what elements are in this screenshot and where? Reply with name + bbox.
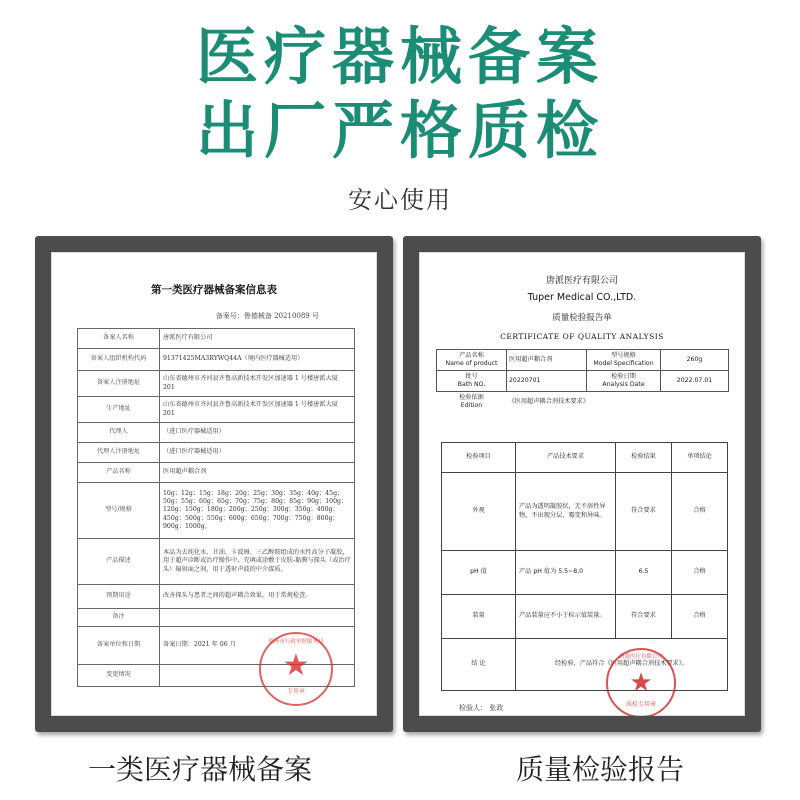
record-row-label: 备案单位和日期 <box>78 627 160 665</box>
record-row-label: 生产地址 <box>78 397 160 423</box>
record-row-value: 备案日期：2021 年 06 月 <box>160 627 355 665</box>
record-row-label: 代理人注册地址 <box>78 443 160 463</box>
inspection-cell-conclusion: 合格 <box>672 473 728 551</box>
inspection-header-row <box>442 443 728 473</box>
inspection-header-cell: 单项结论 <box>672 443 728 473</box>
record-row <box>78 371 355 397</box>
record-row-label: 代理人 <box>78 423 160 443</box>
product-info-table <box>436 349 729 412</box>
inspection-cell-requirement: 产品装量应不小于标示值装量。 <box>516 595 616 639</box>
company-name-cn: 唐派医疗有限公司 <box>545 276 618 286</box>
inspection-cell-conclusion: 合格 <box>672 551 728 595</box>
conclusion-row <box>442 639 728 691</box>
inspection-cell-item: 装量 <box>442 595 516 639</box>
record-row-label: 预期用途 <box>78 585 160 609</box>
record-row <box>78 463 355 483</box>
basis-label: 检验依据 Edition <box>459 394 484 410</box>
record-row-label: 变更情况 <box>78 665 160 687</box>
record-row <box>78 609 355 627</box>
approval-stamp-text: 德州市行政审批服务局 <box>268 639 324 645</box>
inspection-header-cell: 检验结果 <box>616 443 672 473</box>
record-form-paper <box>51 252 377 716</box>
headline-line2: 出厂严格质检 <box>195 94 604 167</box>
conclusion-label: 结 论 <box>442 639 516 691</box>
inspection-row <box>442 551 728 595</box>
certificate-title: CERTIFICATE OF QUALITY ANALYSIS <box>500 332 664 341</box>
record-row-value: 改善探头与患者之间的超声耦合效果，用于常规检查。 <box>160 585 355 609</box>
stamp-star-icon: ★ <box>629 668 653 698</box>
record-row-value: （进口医疗器械适用） <box>160 423 355 443</box>
record-number: 备案号：鲁德械备 20210089 号 <box>215 312 319 320</box>
record-row-value: 10g；12g；15g；18g；20g；25g；30g；35g；40g；45g；50g；55g；60g；65g；70g；75g；80g；85g；90g；100g；120g；150g；180g；200g；250g；300g；350g；400g；450g；500g；550g；600g；650g；700g；750g；800g；900g；1000g。 <box>160 483 355 539</box>
headline-line1: 医疗器械备案 <box>195 20 604 93</box>
stamp-star-icon: ★ <box>282 648 310 683</box>
record-row-value: 山东省德州市齐河县齐鲁高新技术开发区加速器 1 号楼唐派大厦 201 <box>160 371 355 397</box>
report-title: 质量检验报告单 <box>552 313 612 323</box>
quality-report-frame <box>403 236 761 732</box>
quality-report-paper <box>419 252 745 716</box>
product-name-label: 产品名称 Name of product <box>437 350 507 371</box>
caption-record: 一类医疗器械备案 <box>87 753 312 786</box>
record-row-label: 备案人注册地址 <box>78 371 160 397</box>
inspection-cell-result: 符合要求 <box>616 473 672 551</box>
inspection-header-cell: 检验项目 <box>442 443 516 473</box>
inspection-header-cell: 产品技术要求 <box>516 443 616 473</box>
date-label: 检验日期 Analysis Date <box>587 371 661 392</box>
record-row <box>78 397 355 423</box>
record-row-value <box>160 609 355 627</box>
record-row-label: 产品描述 <box>78 539 160 585</box>
inspection-cell-conclusion: 合格 <box>672 595 728 639</box>
date-value: 2022.07.01 <box>661 371 729 392</box>
record-row <box>78 349 355 371</box>
spec-value: 260g <box>661 350 729 371</box>
record-row-label: 型号/规格 <box>78 483 160 539</box>
record-form-frame <box>35 236 393 732</box>
inspector: 检验人： 张政 <box>459 704 504 712</box>
caption-quality-report: 质量检验报告 <box>515 753 684 786</box>
approval-stamp <box>259 632 333 706</box>
inspection-table <box>441 442 728 691</box>
inspection-cell-item: 外观 <box>442 473 516 551</box>
record-table <box>77 328 355 687</box>
record-row <box>78 329 355 349</box>
record-row <box>78 423 355 443</box>
quality-stamp <box>606 648 676 716</box>
quality-stamp-inner: 质检专用章 <box>625 701 656 708</box>
inspection-cell-result: 符合要求 <box>616 595 672 639</box>
inspection-row <box>442 595 728 639</box>
record-row-label: 备案人名称 <box>78 329 160 349</box>
batch-value: 20220701 <box>507 371 587 392</box>
approval-stamp-inner: 专用章 <box>286 688 305 695</box>
batch-label: 批号 Bath NO. <box>437 371 507 392</box>
record-row-label: 备案人组织机构代码 <box>78 349 160 371</box>
record-row-value: 91371425MA3RYWQ44A（境内医疗器械适用） <box>160 349 355 371</box>
inspection-cell-item: pH 值 <box>442 551 516 595</box>
record-row <box>78 585 355 609</box>
inspection-cell-requirement: 产品 pH 值为 5.5~8.0 <box>516 551 616 595</box>
record-row <box>78 443 355 463</box>
product-name-value: 医用超声耦合剂 <box>507 350 587 371</box>
record-row-label: 产品名称 <box>78 463 160 483</box>
record-row-value: 唐派医疗有限公司 <box>160 329 355 349</box>
record-row-label: 备注 <box>78 609 160 627</box>
spec-label: 型号规格 Model Specification <box>587 350 661 371</box>
record-form-title: 第一类医疗器械备案信息表 <box>151 284 277 296</box>
conclusion-text: 经检验，产品符合《医用超声耦合剂技术要求》。 <box>516 639 728 691</box>
record-row <box>78 539 355 585</box>
record-row <box>78 483 355 539</box>
inspection-cell-requirement: 产品为透明凝胶状，无不溶性异物，不出现分层、霉变和异味。 <box>516 473 616 551</box>
record-row-value: 本品为去纯化水、甘油、卡波姆、三乙醇胺组成的水性高分子凝胶，用于超声诊断或治疗操作中，充填或涂敷于皮肤-黏膜与探头（或治疗头）辐射面之间，用于透射声波的中介媒质。 <box>160 539 355 585</box>
record-row-value: （进口医疗器械适用） <box>160 443 355 463</box>
record-row-value: 山东省德州市齐河县齐鲁高新技术开发区加速器 1 号楼唐派大厦 201 <box>160 397 355 423</box>
inspection-row <box>442 473 728 551</box>
company-name-en: Tuper Medical CO.,LTD. <box>527 292 637 303</box>
quality-stamp-text: 唐派医疗有限公司 <box>618 654 663 660</box>
record-row-value: 医用超声耦合剂 <box>160 463 355 483</box>
inspection-cell-result: 6.5 <box>616 551 672 595</box>
headline-subtitle: 安心使用 <box>348 186 452 214</box>
basis-value: 《医用超声耦合剂技术要求》 <box>508 398 589 406</box>
